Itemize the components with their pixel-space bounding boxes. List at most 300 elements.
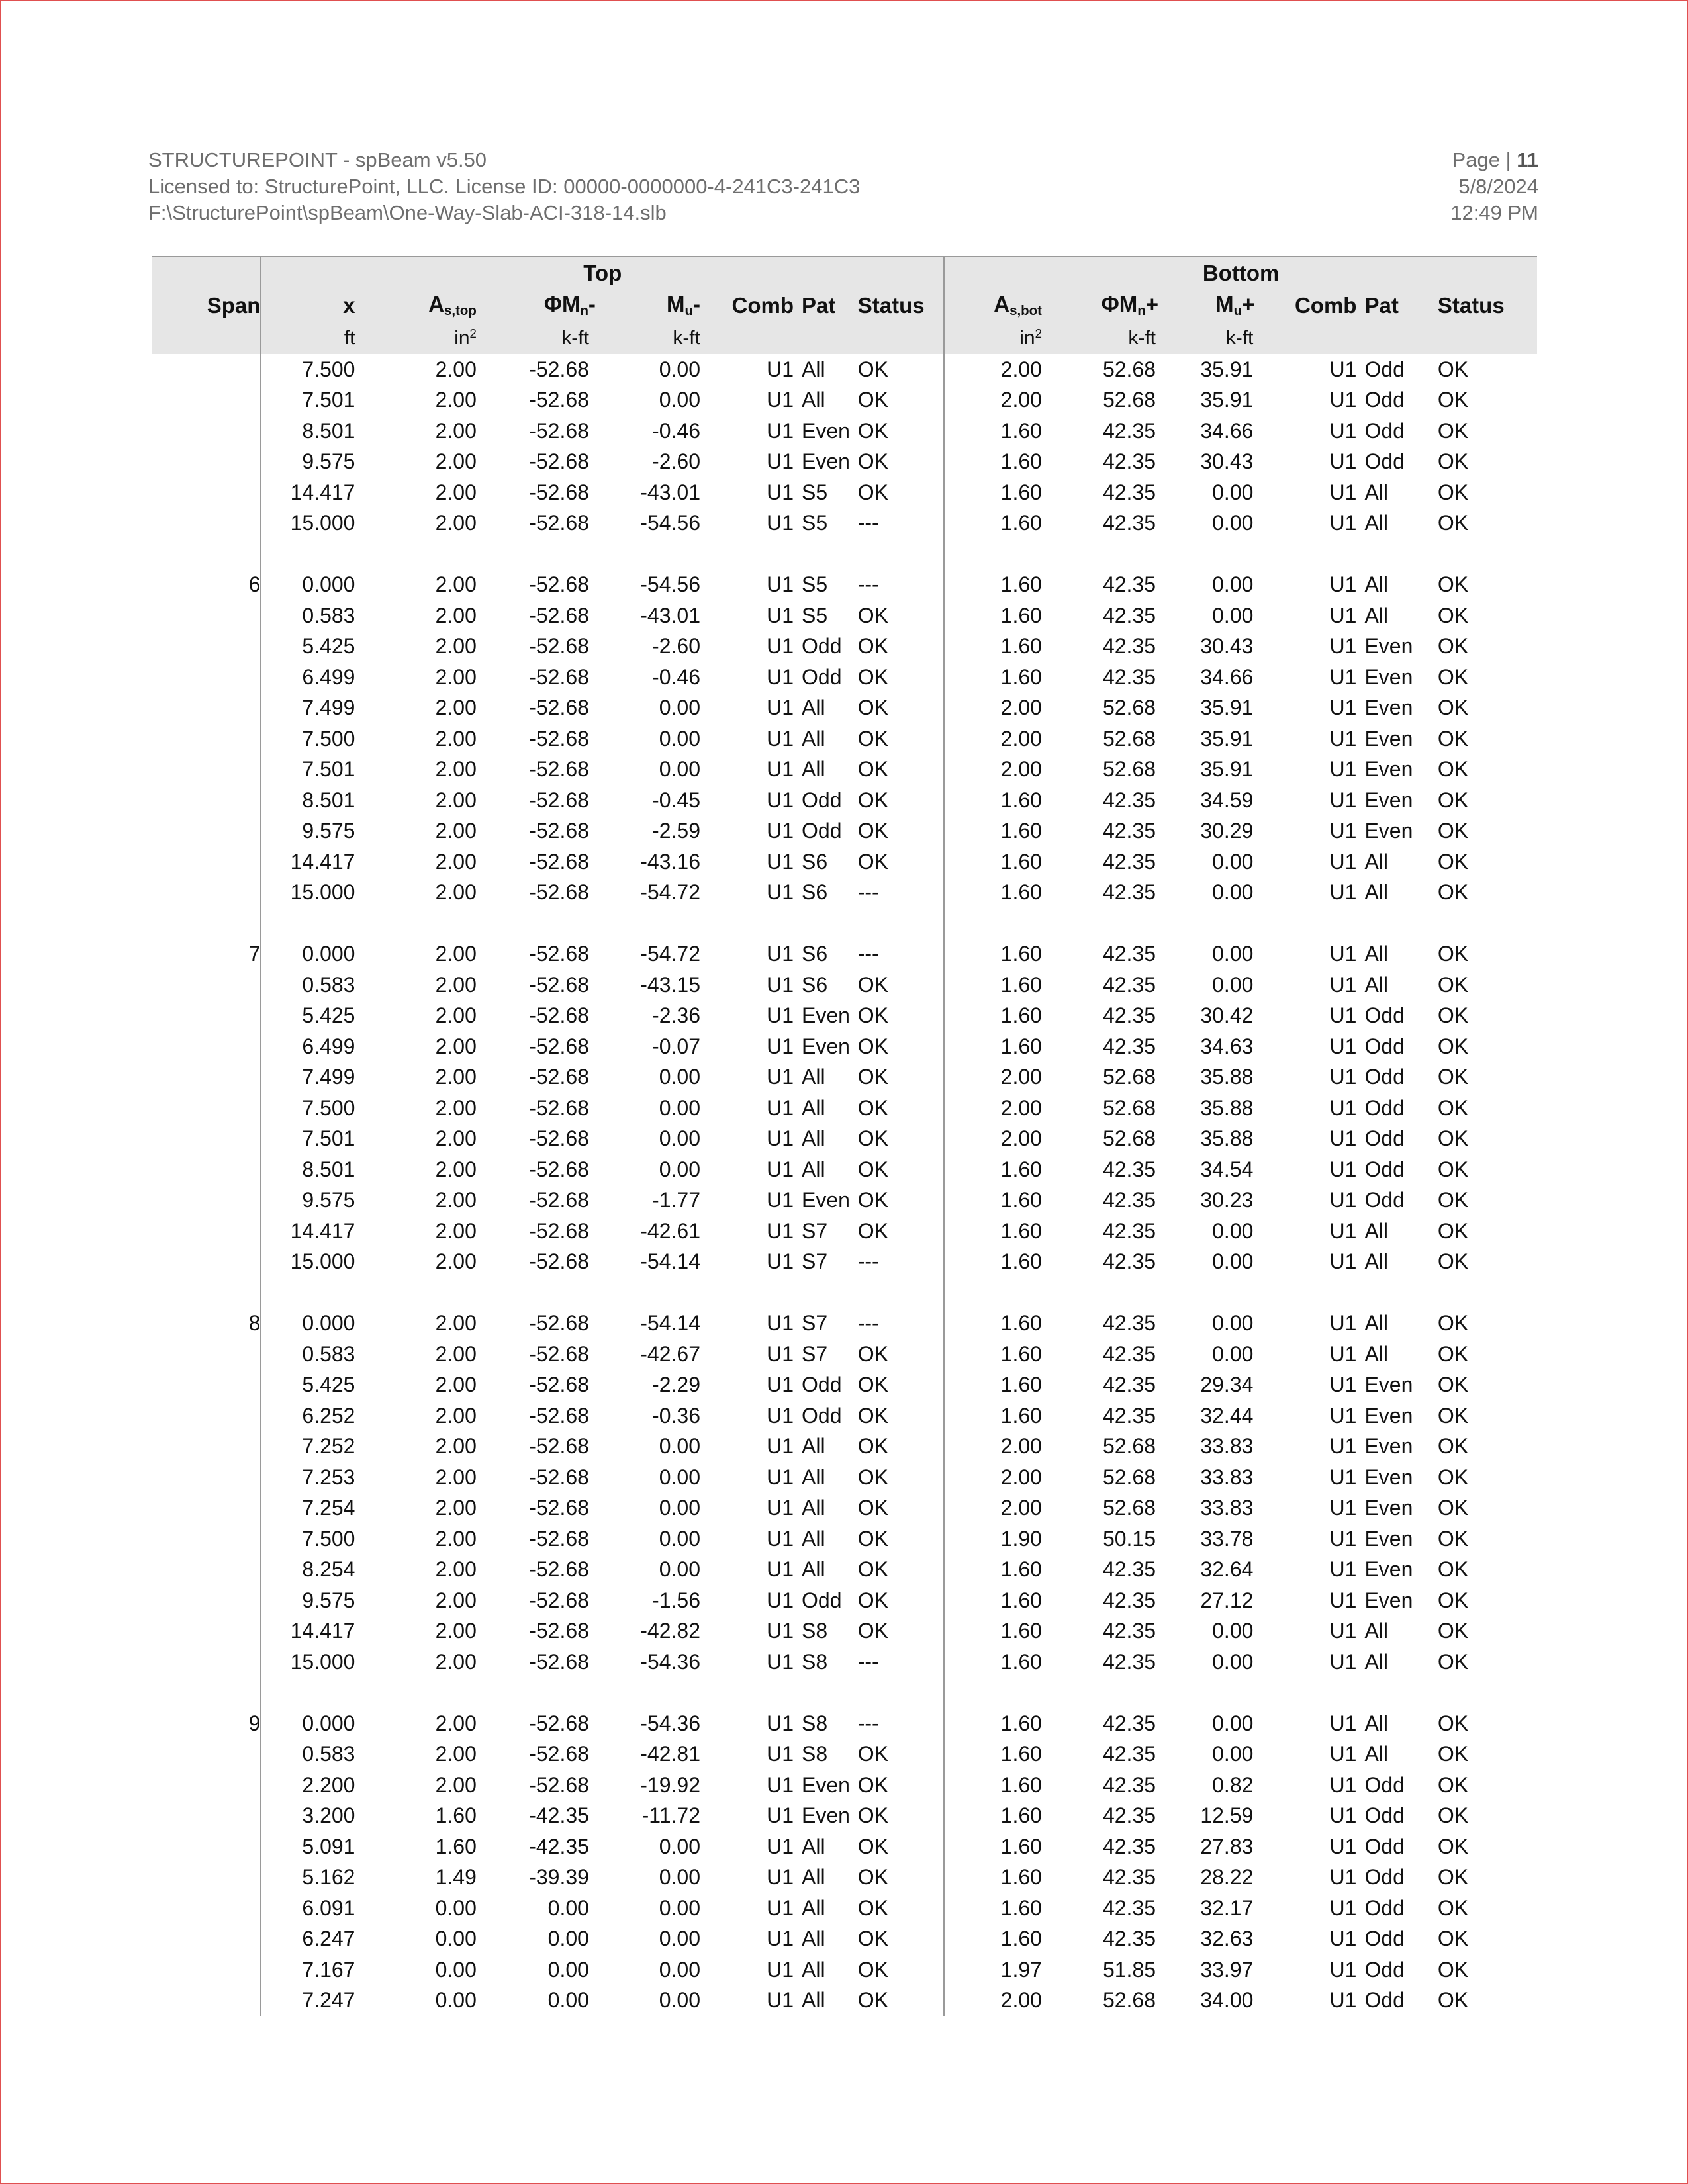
cell-as-top: 2.00 <box>435 942 477 966</box>
cell-pat-top: S8 <box>802 1649 828 1674</box>
cell-mu-neg: 0.00 <box>659 1496 700 1520</box>
cell-x: 7.501 <box>261 1124 373 1155</box>
cell-span <box>152 846 261 878</box>
cell-pat-top: S5 <box>802 511 828 535</box>
cell-status-top: OK <box>857 1003 888 1028</box>
table-row <box>152 416 1537 447</box>
cell-as-top: 2.00 <box>435 1126 477 1151</box>
cell-pat-bot: Odd <box>1364 1957 1405 1981</box>
cell-span <box>152 1770 261 1801</box>
cell-pat-bot: Even <box>1364 1403 1413 1428</box>
cell-phimn-pos: 52.68 <box>1102 1065 1156 1089</box>
cell-pat-top: S5 <box>802 603 828 627</box>
cell-phimn-pos: 42.35 <box>1102 849 1156 874</box>
cell-phimn-pos: 52.68 <box>1102 757 1156 782</box>
cell-as-top: 2.00 <box>435 603 477 627</box>
cell-mu-pos: 0.00 <box>1212 942 1254 966</box>
cell-as-top: 2.00 <box>435 1373 477 1397</box>
cell-pat-top: All <box>802 1465 825 1489</box>
cell-mu-pos: 0.00 <box>1212 480 1254 504</box>
cell-status-top: OK <box>857 1803 888 1828</box>
cell-as-top: 2.00 <box>435 1557 477 1582</box>
cell-mu-pos: 30.23 <box>1200 1188 1254 1212</box>
cell-span <box>152 1124 261 1155</box>
cell-span <box>152 1893 261 1924</box>
cell-comb-bot: U1 <box>1329 1834 1357 1858</box>
cell-x: 7.499 <box>261 693 373 724</box>
cell-pat-bot: All <box>1364 572 1389 597</box>
cell-phimn-neg: -52.68 <box>529 849 589 874</box>
cell-phimn-neg: -52.68 <box>529 1465 589 1489</box>
cell-x: 5.425 <box>261 1001 373 1032</box>
cell-status-bot: OK <box>1437 1003 1469 1028</box>
group-top-heading: Top <box>261 257 944 289</box>
cell-phimn-pos: 42.35 <box>1102 1711 1156 1735</box>
cell-phimn-neg: -52.68 <box>529 511 589 535</box>
cell-pat-top: All <box>802 726 825 751</box>
table-row <box>152 1247 1537 1278</box>
cell-phimn-neg: -42.35 <box>529 1803 589 1828</box>
cell-phimn-pos: 42.35 <box>1102 603 1156 627</box>
cell-status-bot: OK <box>1437 1188 1469 1212</box>
cell-mu-pos: 0.00 <box>1212 1711 1254 1735</box>
cell-phimn-neg: -52.68 <box>529 1034 589 1058</box>
cell-comb-bot: U1 <box>1329 1649 1357 1674</box>
cell-status-top: OK <box>857 1218 888 1243</box>
cell-phimn-pos: 42.35 <box>1102 788 1156 812</box>
cell-as-top: 2.00 <box>435 1588 477 1612</box>
cell-comb-bot: U1 <box>1329 1095 1357 1120</box>
cell-phimn-neg: -52.68 <box>529 1772 589 1797</box>
cell-status-top: OK <box>857 1188 888 1212</box>
cell-status-bot: OK <box>1437 572 1469 597</box>
cell-as-bot: 2.00 <box>944 1093 1060 1124</box>
cell-pat-top: S6 <box>802 849 828 874</box>
cell-as-bot: 1.60 <box>944 477 1060 508</box>
cell-span: 9 <box>248 1711 261 1735</box>
cell-mu-neg: 0.00 <box>659 1434 700 1459</box>
cell-phimn-pos: 42.35 <box>1102 1649 1156 1674</box>
table-row <box>152 1739 1537 1770</box>
cell-as-top: 2.00 <box>435 726 477 751</box>
cell-span <box>152 1400 261 1432</box>
cell-status-bot: OK <box>1437 819 1469 843</box>
cell-x: 8.254 <box>261 1555 373 1586</box>
cell-status-top: OK <box>857 388 888 412</box>
cell-phimn-neg: -52.68 <box>529 664 589 689</box>
cell-as-bot: 2.00 <box>944 693 1060 724</box>
cell-phimn-neg: -52.68 <box>529 1311 589 1336</box>
cell-status-top: OK <box>857 603 888 627</box>
cell-status-top: --- <box>857 1250 879 1274</box>
cell-span <box>152 1031 261 1062</box>
table-row <box>152 723 1537 754</box>
cell-mu-neg: -54.36 <box>640 1711 700 1735</box>
cell-x: 7.253 <box>261 1462 373 1493</box>
cell-phimn-neg: -52.68 <box>529 572 589 597</box>
cell-phimn-neg: -52.68 <box>529 1373 589 1397</box>
cell-status-bot: OK <box>1437 972 1469 997</box>
cell-x: 7.499 <box>261 1062 373 1093</box>
cell-status-bot: OK <box>1437 1496 1469 1520</box>
cell-x: 6.247 <box>261 1924 373 1955</box>
cell-as-top: 2.00 <box>435 1188 477 1212</box>
cell-status-bot: OK <box>1437 880 1469 905</box>
cell-span <box>152 970 261 1001</box>
cell-phimn-neg: -52.68 <box>529 696 589 720</box>
unit-mu-neg: k-ft <box>606 322 719 354</box>
cell-pat-top: S8 <box>802 1711 828 1735</box>
cell-pat-top: All <box>802 1095 825 1120</box>
cell-pat-bot: Odd <box>1364 449 1405 474</box>
cell-pat-bot: Even <box>1364 696 1413 720</box>
table-row <box>152 1339 1537 1370</box>
file-path: F:\StructurePoint\spBeam\One-Way-Slab-ACI-318-14.slb <box>148 201 667 224</box>
cell-pat-bot: All <box>1364 603 1389 627</box>
cell-phimn-neg: -52.68 <box>529 1619 589 1643</box>
cell-pat-top: All <box>802 1434 825 1459</box>
cell-comb-top: U1 <box>767 1157 794 1181</box>
table-row <box>152 1432 1537 1463</box>
cell-pat-top: Even <box>802 1003 850 1028</box>
cell-comb-top: U1 <box>767 1742 794 1766</box>
table-row <box>152 1893 1537 1924</box>
cell-phimn-pos: 42.35 <box>1102 1218 1156 1243</box>
cell-comb-bot: U1 <box>1329 480 1357 504</box>
cell-span <box>152 1001 261 1032</box>
cell-status-top: --- <box>857 572 879 597</box>
cell-phimn-pos: 42.35 <box>1102 1588 1156 1612</box>
cell-x: 7.254 <box>261 1493 373 1524</box>
cell-status-bot: OK <box>1437 388 1469 412</box>
cell-phimn-neg: -52.68 <box>529 726 589 751</box>
cell-span <box>152 631 261 662</box>
cell-pat-top: S5 <box>802 480 828 504</box>
cell-as-bot: 2.00 <box>944 1985 1060 2017</box>
col-status-top-header: Status <box>858 289 944 322</box>
cell-as-bot: 1.60 <box>944 1400 1060 1432</box>
cell-pat-bot: Odd <box>1364 1927 1405 1951</box>
cell-phimn-pos: 42.35 <box>1102 1157 1156 1181</box>
cell-comb-top: U1 <box>767 1711 794 1735</box>
cell-mu-pos: 35.88 <box>1200 1065 1254 1089</box>
cell-span <box>152 1954 261 1985</box>
cell-comb-top: U1 <box>767 1434 794 1459</box>
cell-phimn-neg: -52.68 <box>529 1126 589 1151</box>
cell-span <box>152 1739 261 1770</box>
cell-as-top: 2.00 <box>435 788 477 812</box>
cell-status-bot: OK <box>1437 1034 1469 1058</box>
cell-mu-pos: 32.63 <box>1200 1927 1254 1951</box>
cell-comb-top: U1 <box>767 1772 794 1797</box>
cell-mu-pos: 35.88 <box>1200 1126 1254 1151</box>
cell-comb-top: U1 <box>767 1588 794 1612</box>
cell-mu-pos: 28.22 <box>1200 1865 1254 1889</box>
cell-comb-bot: U1 <box>1329 942 1357 966</box>
cell-as-bot: 1.60 <box>944 600 1060 631</box>
cell-pat-top: S6 <box>802 972 828 997</box>
cell-comb-top: U1 <box>767 1003 794 1028</box>
table-row <box>152 754 1537 786</box>
cell-pat-top: All <box>802 1865 825 1889</box>
cell-phimn-pos: 42.35 <box>1102 1311 1156 1336</box>
cell-status-bot: OK <box>1437 1619 1469 1643</box>
cell-phimn-pos: 42.35 <box>1102 1373 1156 1397</box>
cell-x: 14.417 <box>261 846 373 878</box>
cell-mu-pos: 0.00 <box>1212 572 1254 597</box>
cell-status-top: OK <box>857 1526 888 1551</box>
cell-pat-bot: Even <box>1364 1526 1413 1551</box>
cell-status-top: OK <box>857 1434 888 1459</box>
cell-status-bot: OK <box>1437 1927 1469 1951</box>
cell-status-top: OK <box>857 1126 888 1151</box>
cell-mu-neg: -0.46 <box>652 418 700 443</box>
cell-status-top: OK <box>857 1095 888 1120</box>
unit-phimn-neg: k-ft <box>494 322 606 354</box>
cell-as-bot: 1.60 <box>944 1370 1060 1401</box>
cell-comb-bot: U1 <box>1329 1065 1357 1089</box>
cell-phimn-pos: 42.35 <box>1102 572 1156 597</box>
cell-as-bot: 1.60 <box>944 570 1060 601</box>
cell-phimn-pos: 52.68 <box>1102 696 1156 720</box>
cell-comb-bot: U1 <box>1329 1188 1357 1212</box>
cell-phimn-pos: 42.35 <box>1102 1619 1156 1643</box>
cell-as-bot: 2.00 <box>944 723 1060 754</box>
cell-mu-neg: 0.00 <box>659 1126 700 1151</box>
cell-comb-top: U1 <box>767 388 794 412</box>
cell-status-top: OK <box>857 1342 888 1366</box>
cell-mu-pos: 0.00 <box>1212 880 1254 905</box>
cell-mu-neg: -54.72 <box>640 942 700 966</box>
cell-x: 0.000 <box>261 1708 373 1739</box>
cell-mu-pos: 27.12 <box>1200 1588 1254 1612</box>
cell-comb-top: U1 <box>767 1065 794 1089</box>
cell-pat-top: Even <box>802 1772 850 1797</box>
cell-phimn-neg: -52.68 <box>529 1250 589 1274</box>
cell-status-top: --- <box>857 880 879 905</box>
cell-as-top: 2.00 <box>435 972 477 997</box>
cell-pat-top: Even <box>802 418 850 443</box>
cell-phimn-neg: -52.68 <box>529 1711 589 1735</box>
cell-pat-bot: All <box>1364 849 1389 874</box>
cell-span <box>152 1801 261 1832</box>
cell-pat-bot: Odd <box>1364 418 1405 443</box>
cell-status-bot: OK <box>1437 1250 1469 1274</box>
cell-span <box>152 1432 261 1463</box>
cell-status-top: --- <box>857 1649 879 1674</box>
cell-status-top: OK <box>857 1373 888 1397</box>
cell-span <box>152 1093 261 1124</box>
col-phimn-pos-header: $\Phi M_n+$ <box>1060 289 1173 322</box>
table-row <box>152 508 1537 539</box>
cell-x: 7.501 <box>261 385 373 416</box>
cell-phimn-pos: 42.35 <box>1102 1772 1156 1797</box>
table-row <box>152 846 1537 878</box>
table-row <box>152 1370 1537 1401</box>
group-bottom-heading: Bottom <box>944 257 1537 289</box>
cell-phimn-neg: -52.68 <box>529 1742 589 1766</box>
cell-mu-pos: 30.29 <box>1200 819 1254 843</box>
cell-as-top: 2.00 <box>435 1434 477 1459</box>
cell-span <box>152 385 261 416</box>
cell-pat-top: Odd <box>802 1403 842 1428</box>
cell-span <box>152 1585 261 1616</box>
cell-status-bot: OK <box>1437 1803 1469 1828</box>
unit-phimn-pos: k-ft <box>1060 322 1173 354</box>
cell-mu-pos: 0.00 <box>1212 1342 1254 1366</box>
cell-pat-bot: Even <box>1364 1373 1413 1397</box>
results-table-wrap <box>152 256 1537 2016</box>
cell-phimn-pos: 42.35 <box>1102 480 1156 504</box>
unit-as-top: $in^2$ <box>373 322 493 354</box>
cell-status-top: OK <box>857 849 888 874</box>
cell-pat-top: Even <box>802 1803 850 1828</box>
cell-mu-pos: 35.88 <box>1200 1095 1254 1120</box>
cell-as-bot: 1.60 <box>944 1831 1060 1862</box>
cell-span <box>152 354 261 385</box>
cell-comb-bot: U1 <box>1329 1803 1357 1828</box>
cell-pat-bot: Even <box>1364 819 1413 843</box>
cell-comb-bot: U1 <box>1329 1619 1357 1643</box>
cell-mu-pos: 30.43 <box>1200 634 1254 659</box>
cell-phimn-pos: 42.35 <box>1102 1742 1156 1766</box>
cell-pat-top: Odd <box>802 819 842 843</box>
cell-comb-top: U1 <box>767 1988 794 2013</box>
cell-phimn-pos: 42.35 <box>1102 1557 1156 1582</box>
table-row <box>152 1585 1537 1616</box>
cell-pat-top: All <box>802 357 825 381</box>
cell-as-top: 2.00 <box>435 849 477 874</box>
cell-comb-bot: U1 <box>1329 849 1357 874</box>
cell-mu-neg: -1.56 <box>652 1588 700 1612</box>
cell-comb-bot: U1 <box>1329 819 1357 843</box>
cell-phimn-pos: 42.35 <box>1102 1342 1156 1366</box>
table-header <box>152 257 1537 354</box>
cell-mu-pos: 33.83 <box>1200 1434 1254 1459</box>
cell-mu-pos: 0.00 <box>1212 603 1254 627</box>
cell-mu-neg: 0.00 <box>659 1557 700 1582</box>
cell-mu-neg: -43.01 <box>640 480 700 504</box>
col-phimn-neg-header: $\Phi M_n-$ <box>494 289 606 322</box>
cell-status-top: OK <box>857 1865 888 1889</box>
cell-status-top: OK <box>857 757 888 782</box>
cell-phimn-pos: 42.35 <box>1102 1865 1156 1889</box>
cell-x: 9.575 <box>261 816 373 847</box>
cell-as-bot: 2.00 <box>944 354 1060 385</box>
cell-status-bot: OK <box>1437 1095 1469 1120</box>
cell-mu-neg: 0.00 <box>659 757 700 782</box>
cell-comb-top: U1 <box>767 849 794 874</box>
cell-mu-neg: 0.00 <box>659 1957 700 1981</box>
cell-mu-pos: 33.83 <box>1200 1496 1254 1520</box>
table-row <box>152 1001 1537 1032</box>
col-status-bot-header: Status <box>1425 289 1537 322</box>
cell-status-top: --- <box>857 511 879 535</box>
unit-mu-pos: k-ft <box>1173 322 1270 354</box>
cell-comb-bot: U1 <box>1329 1957 1357 1981</box>
col-mu-neg-header: $M_u-$ <box>606 289 719 322</box>
cell-comb-bot: U1 <box>1329 1218 1357 1243</box>
table-row <box>152 631 1537 662</box>
cell-as-top: 2.00 <box>435 1311 477 1336</box>
cell-mu-neg: -54.14 <box>640 1250 700 1274</box>
cell-mu-neg: -2.59 <box>652 819 700 843</box>
cell-x: 2.200 <box>261 1770 373 1801</box>
cell-phimn-neg: 0.00 <box>547 1957 589 1981</box>
cell-comb-top: U1 <box>767 1465 794 1489</box>
cell-pat-top: S8 <box>802 1742 828 1766</box>
table-row <box>152 1093 1537 1124</box>
cell-pat-top: All <box>802 696 825 720</box>
cell-comb-top: U1 <box>767 1250 794 1274</box>
table-row <box>152 1493 1537 1524</box>
cell-status-bot: OK <box>1437 418 1469 443</box>
col-pat-top-header: Pat <box>798 289 858 322</box>
cell-phimn-neg: -52.68 <box>529 1218 589 1243</box>
cell-status-bot: OK <box>1437 1218 1469 1243</box>
cell-phimn-neg: -52.68 <box>529 1649 589 1674</box>
cell-as-bot: 1.60 <box>944 1216 1060 1247</box>
cell-mu-pos: 32.17 <box>1200 1895 1254 1920</box>
cell-mu-pos: 35.91 <box>1200 726 1254 751</box>
cell-span <box>152 600 261 631</box>
cell-phimn-neg: -52.68 <box>529 634 589 659</box>
cell-status-top: OK <box>857 664 888 689</box>
unit-as-bot: $in^2$ <box>944 322 1060 354</box>
table-row <box>152 1462 1537 1493</box>
cell-pat-bot: All <box>1364 1711 1389 1735</box>
cell-as-bot: 1.60 <box>944 878 1060 909</box>
cell-as-top: 0.00 <box>435 1895 477 1920</box>
cell-x: 7.500 <box>261 1524 373 1555</box>
cell-phimn-pos: 52.68 <box>1102 1988 1156 2013</box>
cell-comb-bot: U1 <box>1329 1126 1357 1151</box>
cell-span <box>152 1339 261 1370</box>
cell-pat-bot: Even <box>1364 1588 1413 1612</box>
cell-comb-top: U1 <box>767 603 794 627</box>
cell-as-top: 2.00 <box>435 1619 477 1643</box>
cell-phimn-pos: 42.35 <box>1102 972 1156 997</box>
cell-status-bot: OK <box>1437 1742 1469 1766</box>
cell-x: 15.000 <box>261 878 373 909</box>
cell-phimn-pos: 42.35 <box>1102 1003 1156 1028</box>
cell-pat-bot: All <box>1364 1250 1389 1274</box>
cell-mu-pos: 0.00 <box>1212 972 1254 997</box>
cell-comb-top: U1 <box>767 1373 794 1397</box>
cell-mu-neg: -2.60 <box>652 449 700 474</box>
unit-x: ft <box>261 322 373 354</box>
table-row <box>152 1801 1537 1832</box>
cell-comb-top: U1 <box>767 819 794 843</box>
cell-pat-bot: Even <box>1364 1496 1413 1520</box>
cell-pat-bot: All <box>1364 1619 1389 1643</box>
cell-comb-top: U1 <box>767 1095 794 1120</box>
table-row <box>152 1985 1537 2017</box>
cell-mu-pos: 35.91 <box>1200 696 1254 720</box>
cell-x: 15.000 <box>261 508 373 539</box>
cell-pat-bot: Odd <box>1364 1126 1405 1151</box>
cell-pat-bot: Odd <box>1364 1065 1405 1089</box>
cell-x: 14.417 <box>261 477 373 508</box>
cell-as-top: 2.00 <box>435 1095 477 1120</box>
cell-comb-top: U1 <box>767 788 794 812</box>
cell-mu-neg: -2.36 <box>652 1003 700 1028</box>
cell-phimn-pos: 42.35 <box>1102 511 1156 535</box>
cell-as-top: 2.00 <box>435 1772 477 1797</box>
cell-status-bot: OK <box>1437 1895 1469 1920</box>
cell-comb-top: U1 <box>767 757 794 782</box>
cell-comb-bot: U1 <box>1329 1465 1357 1489</box>
